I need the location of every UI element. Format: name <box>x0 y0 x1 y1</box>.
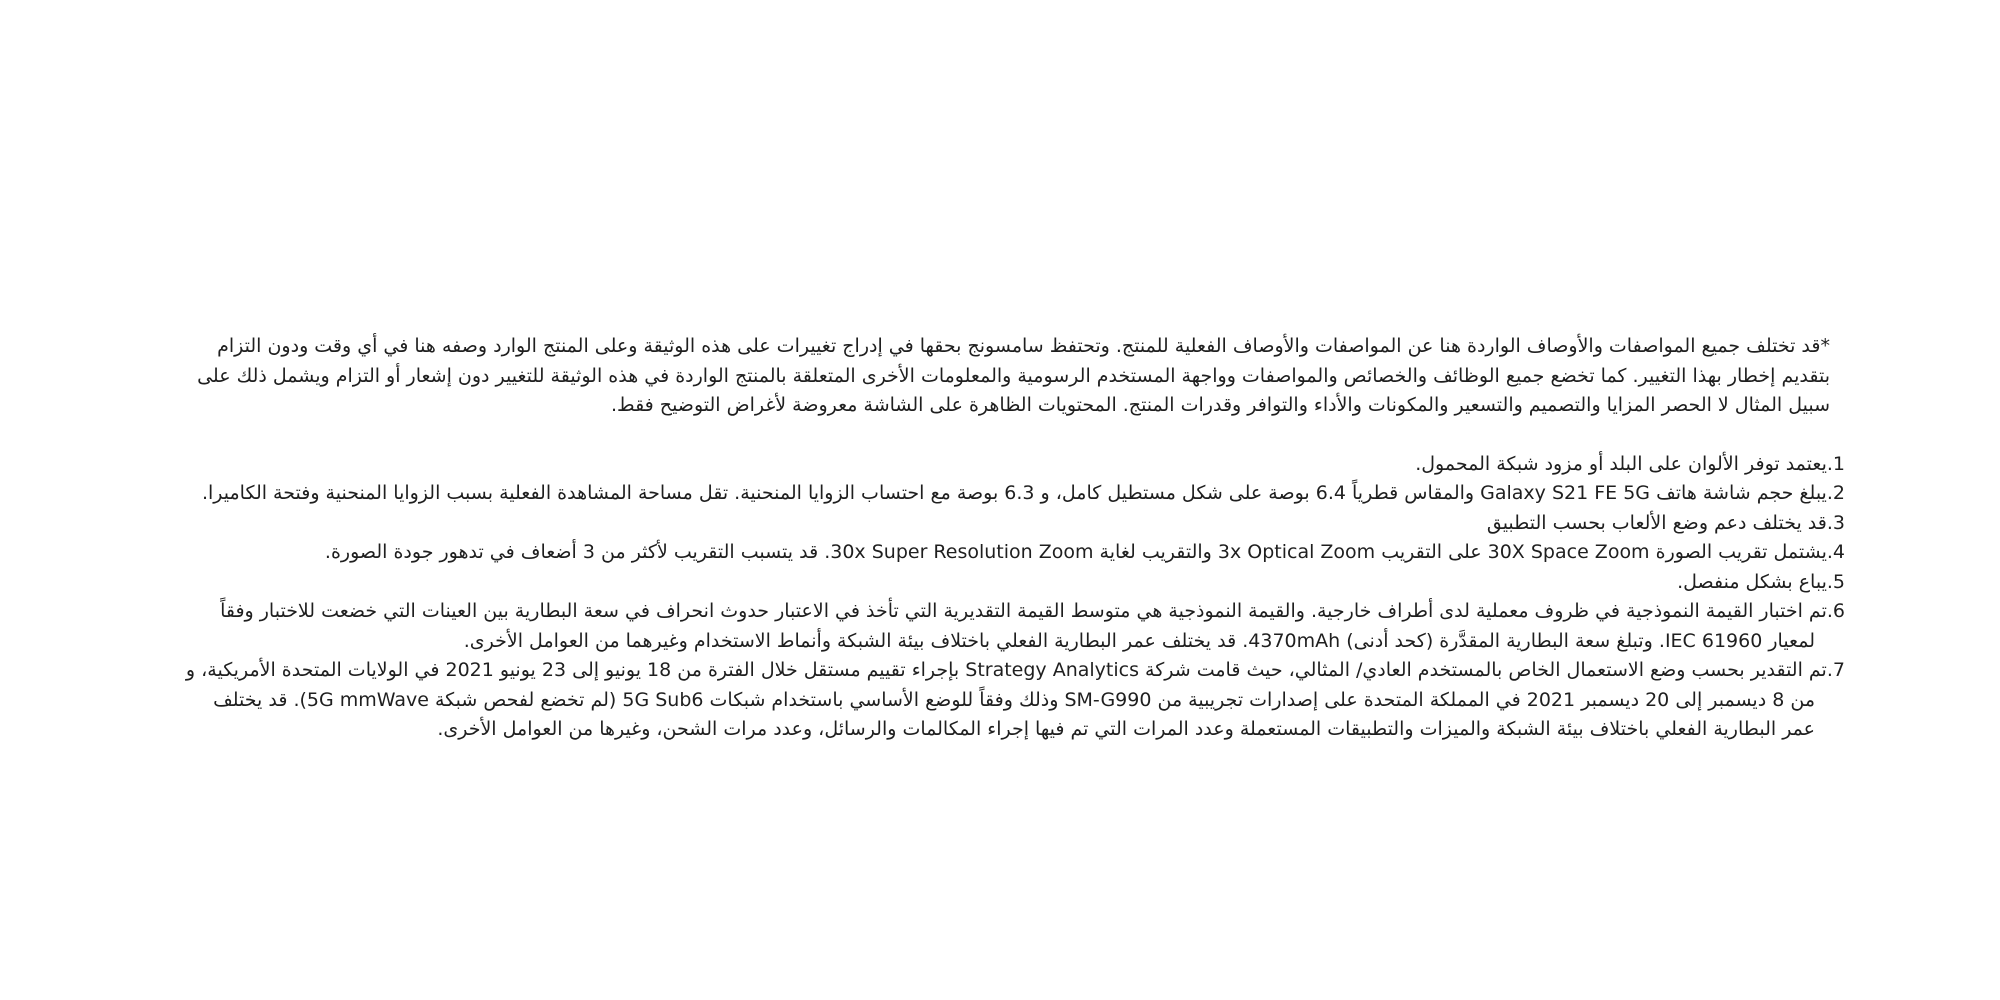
footnote-text: قد يختلف دعم وضع الألعاب بحسب التطبيق <box>1486 511 1827 534</box>
footnote-text: يشتمل تقريب الصورة 30X Space Zoom على التقريب 3x Optical Zoom والتقريب لغاية 30x Super Resolution Zoom. قد يتسبب التقريب لأكثر من 3 أضعاف في تدهور جودة الصورة. <box>324 541 1827 563</box>
footnote-item <box>180 479 1845 509</box>
footnote-text: يباع بشكل منفصل. <box>1677 570 1827 593</box>
footnote-item <box>180 450 1845 480</box>
footnote-text: تم اختبار القيمة النموذجية في ظروف معملية لدى أطراف خارجية. والقيمة النموذجية هي متوسط القيمة التقديرية التي تأخذ في الاعتبار حدوث انحراف في سعة البطارية بين العينات التي خضعت للاختبار وفقاً لمعيار IEC 61960. وتبلغ سعة البطارية المقدَّرة (كحد أدنى) 4370mAh. قد يختلف عمر البطارية الفعلي باختلاف بيئة الشبكة وأنماط الاستخدام وغيرهما من العوامل الأخرى. <box>220 600 1827 652</box>
footnote-text: يبلغ حجم شاشة هاتف Galaxy S21 FE 5G والمقاس قطرياً 6.4 بوصة على شكل مستطيل كامل، و 6.3 بوصة مع احتساب الزوايا المنحنية. تقل مساحة المشاهدة الفعلية بسبب الزوايا المنحنية وفتحة الكاميرا. <box>201 482 1827 504</box>
footnote-item <box>180 597 1845 656</box>
footnote-item <box>180 568 1845 598</box>
footnote-number: 5. <box>1826 570 1845 593</box>
footnote-item <box>180 656 1845 745</box>
footnote-item <box>180 509 1845 539</box>
footnote-number: 7. <box>1826 659 1845 681</box>
disclaimer-intro: *قد تختلف جميع المواصفات والأوصاف الواردة هنا عن المواصفات والأوصاف الفعلية للمنتج. وتحتفظ سامسونج بحقها في إدراج تغييرات على هذه الوثيقة وعلى المنتج الوارد وصفه هنا في أي وقت ودون التزام بتقديم إخطار بهذا التغيير. كما تخضع جميع الوظائف والخصائص والمواصفات وواجهة المستخدم الرسومية والمعلومات الأخرى المتعلقة بالمنتج الواردة في هذه الوثيقة للتغيير دون إشعار أو التزام ويشمل ذلك على سبيل المثال لا الحصر المزايا والتصميم والتسعير والمكونات والأداء والتوافر وقدرات المنتج. المحتويات الظاهرة على الشاشة معروضة لأغراض التوضيح فقط. <box>197 335 1830 416</box>
footnote-number: 6. <box>1826 600 1845 622</box>
footnote-text: تم التقدير بحسب وضع الاستعمال الخاص بالمستخدم العادي/ المثالي، حيث قامت شركة Strategy Analytics بإجراء تقييم مستقل خلال الفترة من 18 يونيو إلى 23 يونيو 2021 في الولايات المتحدة الأمريكية، و من 8 ديسمبر إلى 20 ديسمبر 2021 في المملكة المتحدة على إصدارات تجريبية من SM-G990 وذلك وفقاً للوضع الأساسي باستخدام شبكات 5G Sub6 (لم تخضع لفحص شبكة 5G mmWave). قد يختلف عمر البطارية الفعلي باختلاف بيئة الشبكة والميزات والتطبيقات المستعملة وعدد المرات التي تم فيها إجراء المكالمات والرسائل، وعدد مرات الشحن، وغيرها من العوامل الأخرى. <box>185 659 1827 740</box>
footnote-item <box>180 538 1845 568</box>
footnote-number: 2. <box>1826 482 1845 504</box>
footnotes-list <box>180 450 1845 745</box>
footnote-number: 4. <box>1826 541 1845 563</box>
footnote-number: 1. <box>1826 452 1845 475</box>
footnote-number: 3. <box>1826 511 1845 534</box>
footnote-text: يعتمد توفر الألوان على البلد أو مزود شبكة المحمول. <box>1415 452 1827 475</box>
disclaimer-block <box>180 332 1845 745</box>
